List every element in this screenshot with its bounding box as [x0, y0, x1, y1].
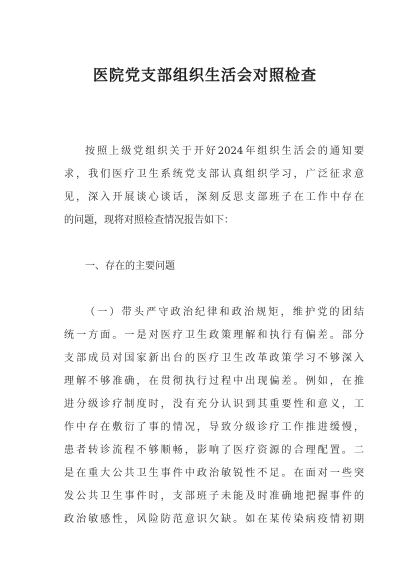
body-line: 理解不够准确，在贯彻执行过程中出现偏差。例如，在推	[64, 376, 364, 387]
intro-line: 求，我们医疗卫生系统党支部认真组织学习，广泛征求意	[64, 169, 364, 180]
intro-line: 见，深入开展谈心谈话，深刻反思支部班子在工作中存在	[64, 192, 364, 203]
document-title: 医院党支部组织生活会对照检查	[92, 66, 317, 84]
body-line: 发公共卫生事件时，支部班子未能及时准确地把握事件的	[64, 491, 364, 502]
body-line: 是在重大公共卫生事件中政治敏锐性不足。在面对一些突	[64, 468, 364, 479]
paragraph-spacer	[64, 232, 364, 255]
section-heading: 一、存在的主要问题	[85, 261, 175, 272]
body-line: 政治敏感性，风险防范意识欠缺。如在某传染病疫情初期	[64, 514, 364, 525]
document-body	[64, 140, 364, 531]
body-line: 支部成员对国家新出台的医疗卫生改革政策学习不够深入	[64, 353, 364, 364]
body-line: 作中存在敷衍了事的情况，导致分级诊疗工作推进缓慢，	[64, 422, 364, 433]
intro-line: 按照上级党组织关于开好2024年组织生活会的通知要	[85, 146, 364, 157]
paragraph-spacer	[64, 278, 364, 301]
body-line: 患者转诊流程不够顺畅，影响了医疗资源的合理配置。二	[64, 445, 364, 456]
body-line: （一）带头严守政治纪律和政治规矩，维护党的团结	[85, 307, 364, 318]
body-line: 进分级诊疗制度时，没有充分认识到其重要性和意义，工	[64, 399, 364, 410]
body-line: 统一方面。一是对医疗卫生政策理解和执行有偏差。部分	[64, 330, 364, 341]
intro-line: 的问题，现将对照检查情况报告如下：	[64, 215, 234, 226]
